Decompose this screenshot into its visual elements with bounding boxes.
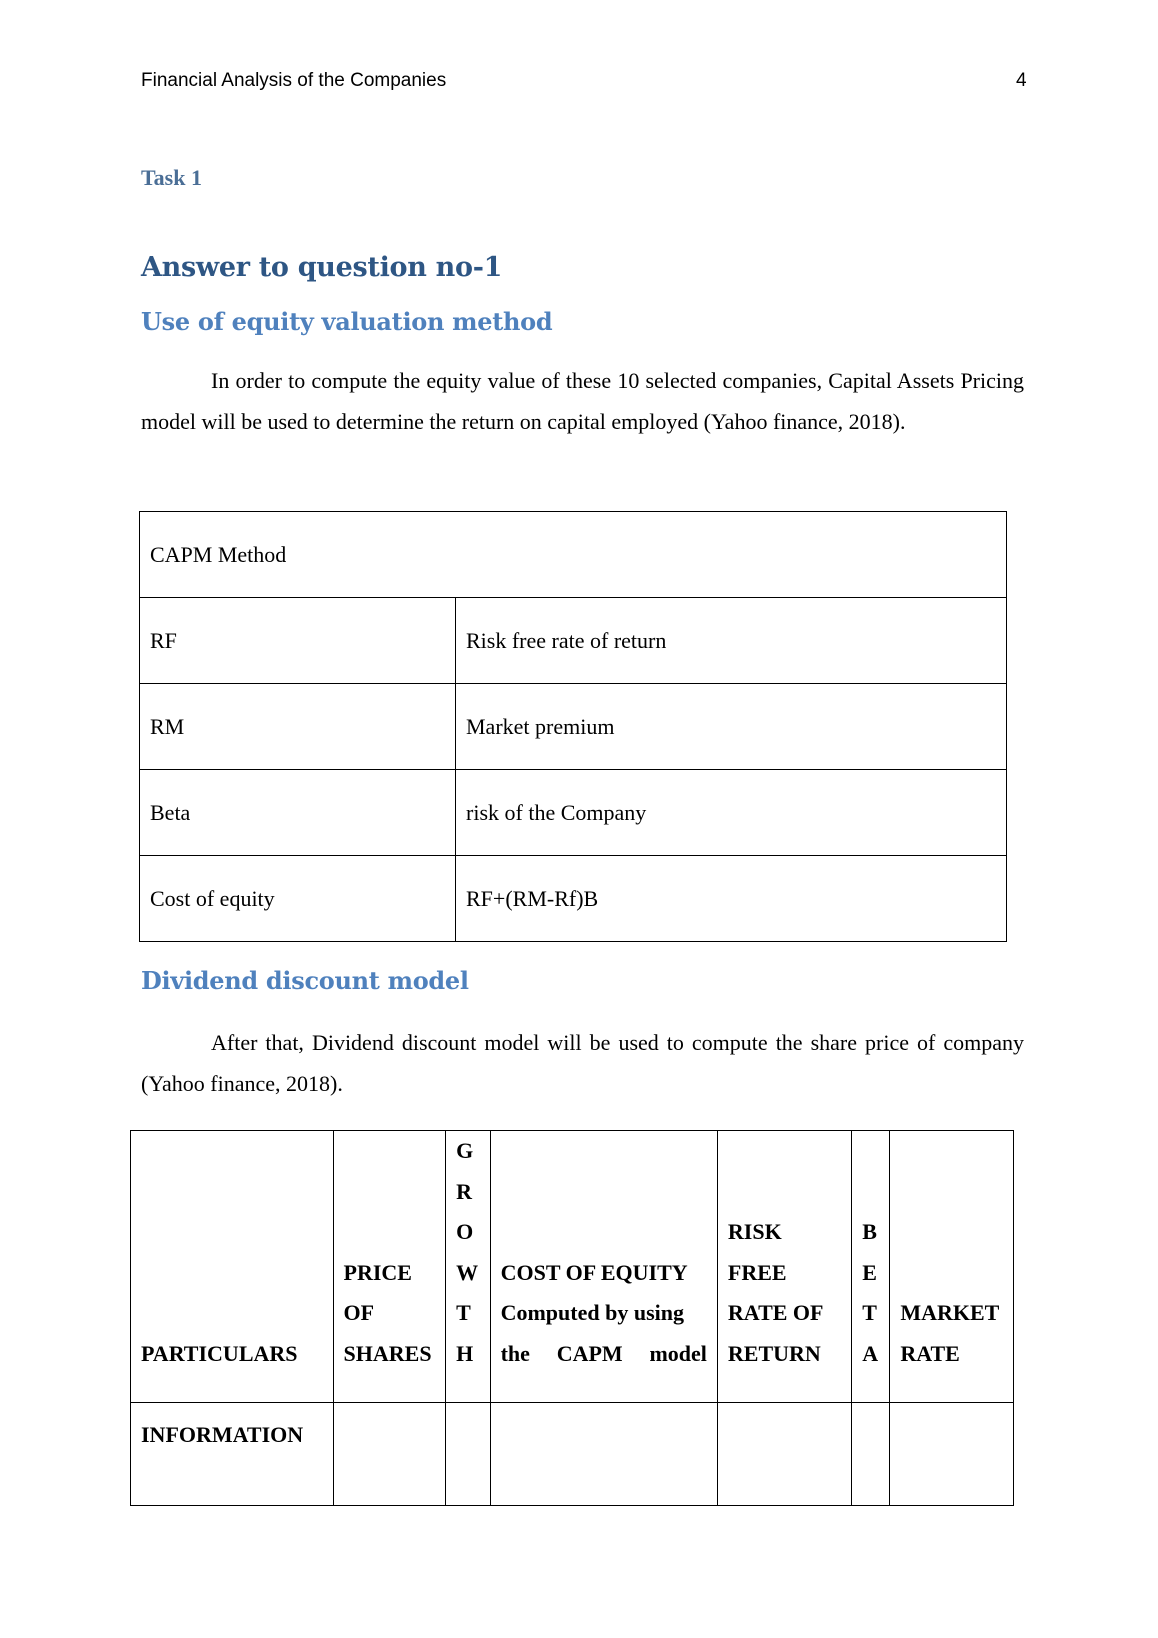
capm-meaning: Market premium — [456, 684, 1007, 770]
running-header-title: Financial Analysis of the Companies — [141, 70, 447, 91]
capm-term: RF — [140, 598, 456, 684]
header-cost-of-equity: COST OF EQUITY Computed by using the CAPM model — [490, 1131, 717, 1403]
header-growth: GROWTH — [446, 1131, 490, 1403]
table-row — [140, 598, 1007, 684]
header-beta: BETA — [852, 1131, 890, 1403]
capm-term: RM — [140, 684, 456, 770]
table-cell — [717, 1403, 851, 1506]
capm-table — [139, 511, 1007, 942]
table-cell — [333, 1403, 446, 1506]
capm-meaning: Risk free rate of return — [456, 598, 1007, 684]
section-heading-equity-valuation: Use of equity valuation method — [141, 307, 553, 336]
table-header-row — [131, 1131, 1014, 1403]
page-number: 4 — [1016, 70, 1027, 91]
paragraph-dividend-discount — [141, 1023, 1024, 1104]
header-price-of-shares: PRICE OF SHARES — [333, 1131, 446, 1403]
table-row — [131, 1403, 1014, 1506]
header-risk-free-rate: RISK FREE RATE OF RETURN — [717, 1131, 851, 1403]
paragraph-text: After that, Dividend discount model will be used to compute the share price of company (Yahoo finance, 2018). — [141, 1030, 1024, 1096]
answer-heading: Answer to question no-1 — [141, 252, 503, 283]
table-cell — [890, 1403, 1014, 1506]
table-cell — [490, 1403, 717, 1506]
row-particulars: INFORMATION — [131, 1403, 334, 1506]
table-row — [140, 770, 1007, 856]
capm-meaning: risk of the Company — [456, 770, 1007, 856]
table-cell — [446, 1403, 490, 1506]
capm-term: Beta — [140, 770, 456, 856]
paragraph-text: In order to compute the equity value of these 10 selected companies, Capital Assets Pricing model will be used to determine the return on capital employed (Yahoo finance, 2018). — [141, 368, 1024, 434]
table-row — [140, 684, 1007, 770]
capm-meaning: RF+(RM-Rf)B — [456, 856, 1007, 942]
paragraph-equity-valuation — [141, 361, 1024, 442]
header-particulars: PARTICULARS — [131, 1131, 334, 1403]
header-market-rate: MARKET RATE — [890, 1131, 1014, 1403]
task-heading: Task 1 — [141, 165, 202, 190]
table-row — [140, 856, 1007, 942]
ddm-table — [130, 1130, 1014, 1506]
table-cell — [852, 1403, 890, 1506]
section-heading-dividend-discount: Dividend discount model — [141, 966, 469, 995]
capm-term: Cost of equity — [140, 856, 456, 942]
capm-table-title: CAPM Method — [140, 512, 1007, 598]
